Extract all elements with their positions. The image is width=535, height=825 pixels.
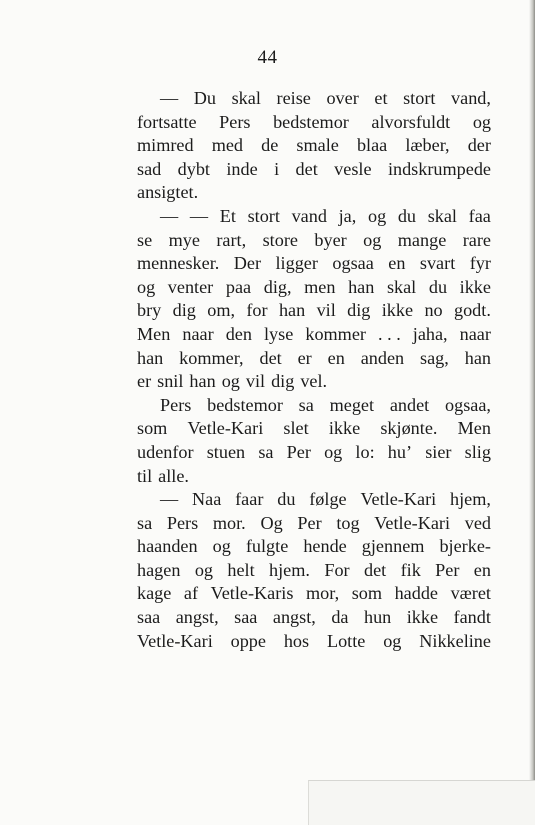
text-line [137,229,491,253]
word: hende [303,536,347,557]
word: ikke [381,300,414,321]
word: snil [157,371,184,392]
word: sa [298,394,314,415]
word: dig [271,371,295,392]
word: sa [137,512,153,533]
word: store [262,229,298,250]
word: kommer [305,323,366,344]
word: ikke [459,276,491,297]
word: for [246,300,268,321]
text-line [137,252,491,276]
word: gjennem [361,536,425,557]
text-line [137,630,491,654]
word: slet [283,418,309,439]
word: anden [360,347,405,368]
word: Du [193,88,217,108]
word: no [424,300,443,321]
word: sa [258,441,274,462]
text-line [137,465,491,489]
word: han [464,347,491,368]
word: og [363,229,382,250]
word: bjerke- [439,536,491,557]
word: sag, [420,347,449,368]
word: faar [235,489,264,510]
word: tog [336,512,360,533]
word: Men [457,418,491,439]
word: udenfor [137,441,194,462]
word: er [137,371,152,392]
word: dig [347,300,371,321]
word: mye [168,229,200,250]
word: du [277,489,296,510]
word: er [297,347,312,368]
text-line [137,299,491,323]
word: fyr [469,253,491,274]
word: af [183,583,199,604]
word: skal [231,88,261,108]
word: vil [245,371,266,392]
word: alvorsfuldt [371,111,451,132]
word: rare [462,229,491,250]
word: stort [403,88,436,108]
word: vesle [334,158,372,179]
word: de [261,135,279,156]
word: — [160,489,179,510]
text-line [137,158,491,182]
text-line [137,394,491,418]
word: jaha, [412,323,448,344]
word: ansigtet. [137,182,199,203]
word: da [331,607,349,628]
word: fortsatte [137,111,197,132]
word: Per [435,559,460,580]
word: du [428,276,448,297]
word: haanden [137,536,198,557]
word: der [467,135,491,156]
text-line [137,181,491,205]
word: og [472,111,491,132]
word: og [221,371,240,392]
word: vil [316,300,336,321]
word: du [397,205,417,226]
word: andet [389,394,430,415]
body-text [137,87,491,653]
word: det [363,559,387,580]
word: skal [386,276,417,297]
word: Der [233,253,262,274]
word: oppe [230,630,266,651]
word: bry [137,300,162,321]
word: han [278,300,306,321]
word: skal [427,205,457,226]
text-line [137,559,491,583]
word: Vetle-Kari [137,630,213,651]
word: som [351,583,383,604]
text-line [137,441,491,465]
word: venter [167,276,214,297]
word: en [388,253,406,274]
word: hadde [394,583,439,604]
word: fandt [453,607,491,628]
word: ikke [406,607,439,628]
word: bedstemor [207,394,283,415]
word: — [160,88,179,108]
word: mange [397,229,447,250]
word: og [137,276,156,297]
word: smale [296,135,339,156]
word: skjønte. [380,418,438,439]
word: paa [225,276,252,297]
word: men [304,276,336,297]
word: blaa [356,135,388,156]
word: saa [234,607,258,628]
word: det [295,158,318,179]
word: stort [247,205,280,226]
word: Naa [192,489,222,510]
word: . . . [378,323,401,344]
word: inde [226,158,258,179]
text-line [137,276,491,300]
word: mor. [212,512,246,533]
word: han [137,347,164,368]
word: Et [219,205,236,226]
word: den [225,323,252,344]
word: godt. [453,300,491,321]
word: vel. [300,371,328,392]
word: mor, [306,583,340,604]
word: reise [276,88,311,108]
word: han [348,276,375,297]
word: Og [260,512,283,533]
word: alle. [158,465,189,486]
word: mennesker. [137,253,220,274]
text-line [137,134,491,158]
word: ja, [338,205,357,226]
text-line [137,606,491,630]
word: stuen [206,441,246,462]
text-line [137,87,491,111]
word: følge [309,489,347,510]
word: dybt [177,158,210,179]
word: med [211,135,244,156]
word: naar [459,323,491,344]
word: og [383,630,402,651]
word: indskrumpede [387,158,491,179]
text-line [137,205,491,229]
word: og [367,205,387,226]
word: bedstemor [273,111,349,132]
word: sad [137,158,162,179]
word: naar [182,323,214,344]
word: om, [207,300,236,321]
word: Per [297,512,322,533]
text-line [137,512,491,536]
page-number: 44 [257,47,278,68]
word: ogsaa, [445,394,491,415]
text-line [137,347,491,371]
word: sier [425,441,452,462]
word: fik [400,559,421,580]
word: og [212,536,231,557]
word: ogsaa [332,253,374,274]
word: mimred [137,135,194,156]
word: byer [314,229,347,250]
word: og [324,441,343,462]
text-line [137,535,491,559]
word: slig [464,441,491,462]
word: Vetle-Kari [374,512,451,533]
word: kage [137,583,172,604]
word: Pers [166,512,199,533]
word: hun [363,607,392,628]
word: det [259,347,282,368]
word: Vetle-Kari [187,418,264,439]
word: været [450,583,491,604]
word: til [137,465,153,486]
word: fulgte [245,536,289,557]
word: hjem. [269,559,310,580]
word: hjem, [450,489,491,510]
word: kommer, [179,347,244,368]
word: Men [137,323,171,344]
word: dig [172,300,196,321]
word: dig, [263,276,292,297]
word: læber, [405,135,450,156]
text-line [137,417,491,441]
word: Per [286,441,311,462]
word: se [137,229,153,250]
word: angst, [175,607,219,628]
word: ved [464,512,491,533]
word: For [324,559,350,580]
word: Pers [219,111,251,132]
word: meget [329,394,375,415]
text-line [137,370,491,394]
word: en [473,559,491,580]
word: hu’ [387,441,413,462]
word: Vetle-Karis [210,583,294,604]
word: i [274,158,280,179]
word: vand, [451,88,491,108]
page-corner [308,780,535,825]
word: Nikkeline [419,630,491,651]
word: saa [137,607,161,628]
word: ikke [328,418,361,439]
text-line [137,323,491,347]
word: — [160,205,179,226]
word: lyse [264,323,294,344]
word: ligger [275,253,318,274]
word: vand [291,205,327,226]
word: Vetle-Kari [360,489,437,510]
word: hos [283,630,310,651]
word: Lotte [326,630,366,651]
word: et [374,88,388,108]
word: hagen [137,559,181,580]
word: som [137,418,168,439]
word: svart [419,253,456,274]
word: og [194,559,213,580]
word: over [326,88,359,108]
word: rart, [216,229,247,250]
word: faa [468,205,491,226]
page-edge [529,0,535,824]
word: han [189,371,216,392]
word: en [327,347,345,368]
word: angst, [272,607,316,628]
text-line [137,488,491,512]
text-line [137,111,491,135]
text-line [137,582,491,606]
word: lo: [355,441,375,462]
word: — [189,205,209,226]
word: helt [227,559,255,580]
word: Pers [160,394,192,415]
